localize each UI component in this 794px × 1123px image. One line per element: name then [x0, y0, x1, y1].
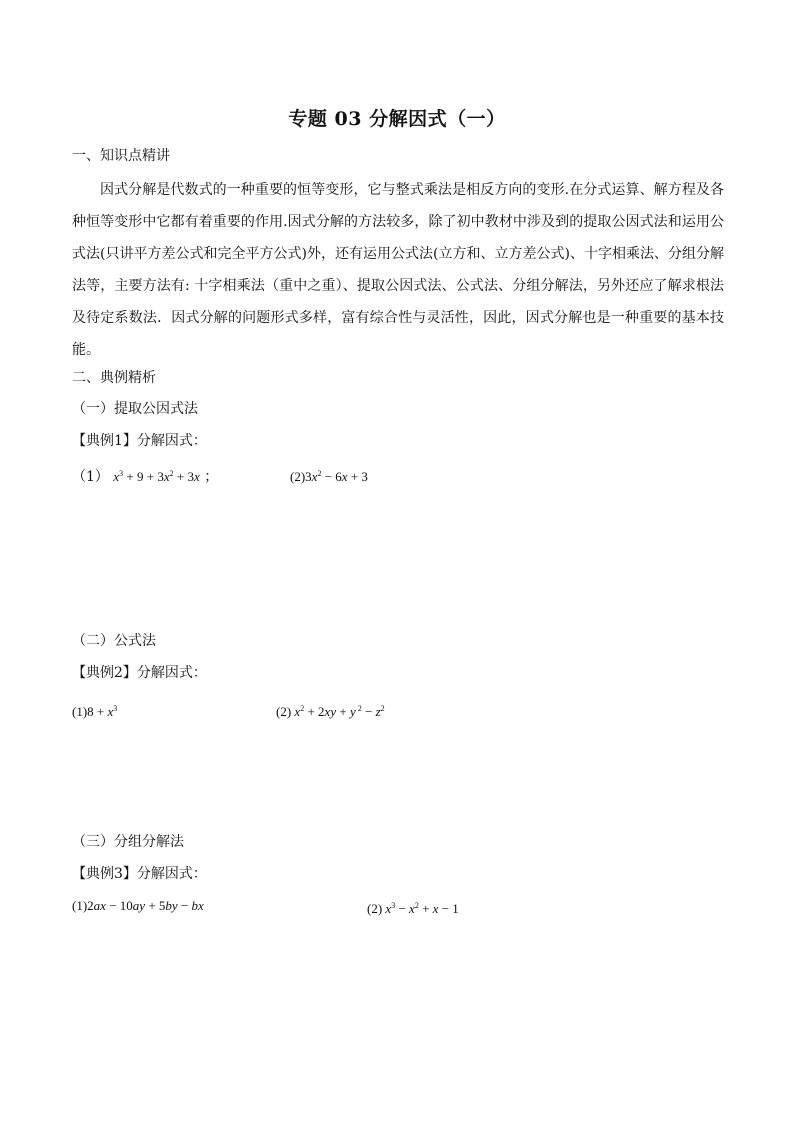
math-expression: $x^3 + 9 + 3x^2 + 3x$ [113, 469, 200, 484]
example-3-item-1 [72, 897, 204, 915]
math-expression: 2ax − 10ay + 5by − bx [87, 898, 204, 913]
math-expression: $8 + x^3$ [87, 704, 118, 719]
item-label: (1) [72, 704, 88, 719]
example-3-label: 【典例3】分解因式： [72, 866, 207, 882]
example-2-label: 【典例2】分解因式： [72, 665, 207, 681]
math-expression: $3x^2 - 6x + 3$ [305, 469, 368, 484]
item-label: （1） [72, 469, 109, 485]
section-heading-knowledge: 一、知识点精讲 [72, 148, 170, 164]
section-heading-examples: 二、典例精析 [72, 370, 156, 386]
item-label: (2) [276, 704, 292, 719]
knowledge-paragraph: 因式分解是代数式的一种重要的恒等变形，它与整式乘法是相反方向的变形.在分式运算、解方程及各种恒等变形中它都有着重要的作用.因式分解的方法较多，除了初中教材中涉及到的提取公因式法和运用公式法(只讲平方差公式和完全平方公式)外，还有运用公式法(立方和、立方差公式)、十字相乘法、分组分解法等，主要方法有: 十字相乘法（重中之重）、提取公因式法、公式法、分组分解法，另外还应了解求根法及待定系数法．因式分解的问题形式多样，富有综合性与灵活性，因此，因式分解也是一种重要的基本技能。 [72, 182, 724, 358]
example-1-label: 【典例1】分解因式： [72, 433, 207, 449]
math-expression: $x^2 + 2xy + y$ $^2 - z^2$ [294, 704, 385, 719]
item-label: (2) [367, 901, 383, 916]
math-expression: $x^3 - x^2 + x - 1$ [385, 901, 459, 916]
example-1-item-1 [72, 468, 218, 486]
example-3-item-2 [367, 900, 459, 918]
subheading-formula: （二）公式法 [72, 633, 156, 649]
example-2-item-1 [72, 703, 117, 721]
example-1-item-2 [290, 468, 368, 486]
subheading-grouping: （三）分组分解法 [72, 834, 184, 850]
item-suffix: ； [204, 469, 219, 485]
item-label: (2) [290, 469, 306, 484]
example-2-item-2 [276, 703, 385, 721]
page-title: 专题 03 分解因式（一） [288, 108, 506, 130]
item-label: (1) [72, 898, 88, 913]
subheading-common-factor: （一）提取公因式法 [72, 401, 198, 417]
